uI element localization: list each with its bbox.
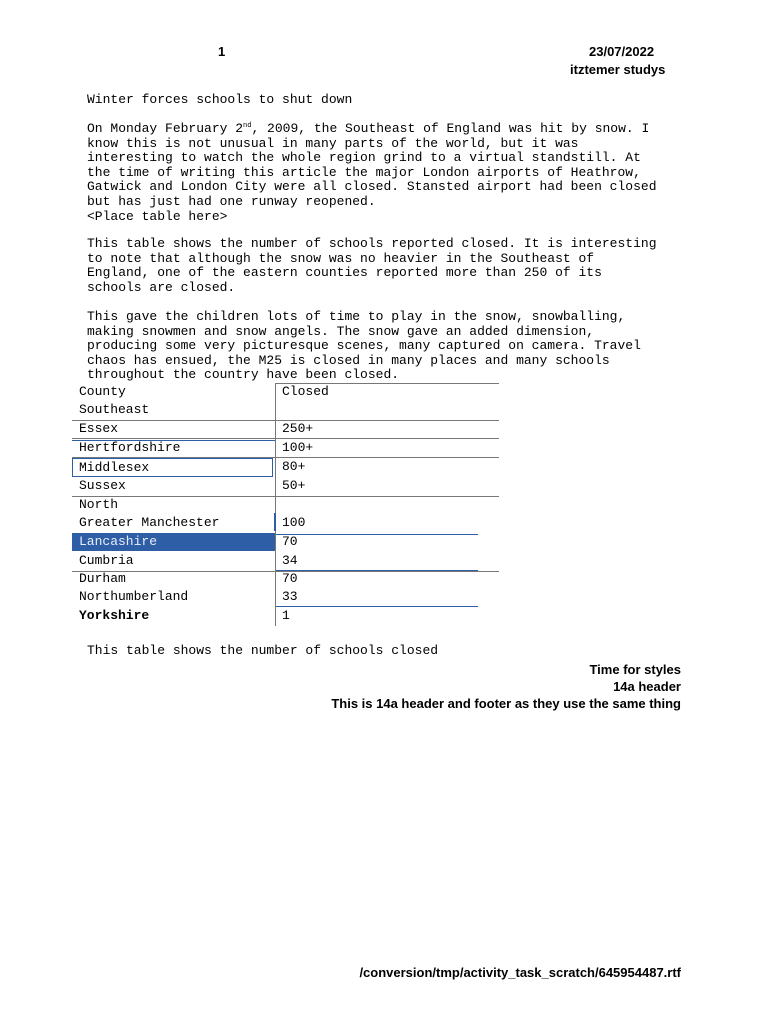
- table-cell-county: Lancashire: [79, 534, 158, 549]
- table-cell-county: Hertfordshire: [79, 440, 181, 455]
- table-cell-county: Yorkshire: [79, 608, 150, 623]
- article-paragraph-3: This gave the children lots of time to play in the snow, snowballing, making snowmen and snow angels. The snow gave an added dimension, producing some very picturesque scenes, many captured on camera. Travel chaos has ensued, the M25 is closed in many places and many schools throughout the country have been closed.: [87, 309, 641, 383]
- table-cell-county: North: [79, 497, 119, 512]
- table-cell-closed: 100: [282, 515, 306, 530]
- table-rule: [275, 570, 478, 571]
- table-cell-closed: 100+: [282, 440, 314, 455]
- article-title: Winter forces schools to shut down: [87, 92, 353, 107]
- table-column-divider: [275, 383, 276, 626]
- footer-file-path: /conversion/tmp/activity_task_scratch/645954487.rtf: [359, 965, 681, 980]
- header-date: 23/07/2022: [589, 44, 655, 59]
- table-cell-closed: 50+: [282, 478, 306, 493]
- table-rule: [275, 606, 478, 607]
- table-cell-closed: 33: [282, 589, 298, 604]
- table-cell-closed: 80+: [282, 459, 306, 474]
- table-cell-closed: 1: [282, 608, 290, 623]
- table-cell-county: Southeast: [79, 402, 150, 417]
- table-cell-county: Greater Manchester: [79, 515, 220, 530]
- table-rule: [275, 534, 478, 535]
- header-footer-note: This is 14a header and footer as they use the same thing: [331, 696, 681, 711]
- column-header-closed: Closed: [282, 384, 329, 399]
- table-cell-closed: 34: [282, 553, 298, 568]
- table-rule: [72, 496, 499, 497]
- column-header-county: County: [79, 384, 126, 399]
- table-cell-county: Essex: [79, 421, 119, 436]
- table-cell-county: Middlesex: [79, 460, 150, 475]
- table-cell-county: Cumbria: [79, 553, 134, 568]
- header-author: itztemer studys: [570, 62, 666, 77]
- table-cell-closed: 70: [282, 571, 298, 586]
- table-cell-county: Durham: [79, 571, 126, 586]
- table-cell-county: Sussex: [79, 478, 126, 493]
- page-number: 1: [218, 44, 226, 59]
- schools-closed-table: [72, 383, 499, 628]
- table-cell-closed: 250+: [282, 421, 314, 436]
- header-note: 14a header: [613, 679, 681, 694]
- styles-note: Time for styles: [589, 662, 681, 677]
- table-cell-county: Northumberland: [79, 589, 189, 604]
- table-caption: This table shows the number of schools closed: [87, 643, 439, 658]
- table-cell-closed: 70: [282, 534, 298, 549]
- article-paragraph-2: This table shows the number of schools reported closed. It is interesting to note that although the snow was no heavier in the Southeast of England, one of the eastern counties reported more than 250 of its schools are closed.: [87, 236, 657, 295]
- article-paragraph-1: On Monday February 2nd, 2009, the Southeast of England was hit by snow. I know this is not unusual in many parts of the world, but it was interesting to watch the whole region grind to a virtual standstill. At the time of writing this article the major London airports of Heathrow, Gatwick and London City were all closed. Stansted airport had been closed but has just had one runway reopened. <Place table here>: [87, 121, 657, 224]
- table-column-divider: [274, 513, 276, 531]
